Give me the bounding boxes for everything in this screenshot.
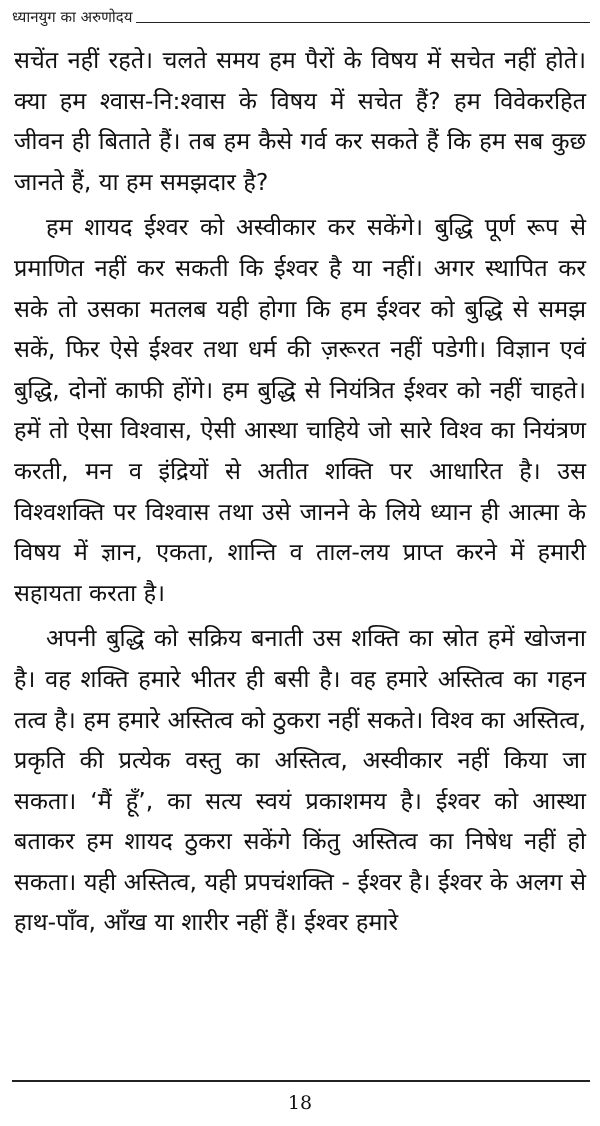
paragraph-1: सचेंत नहीं रहते। चलते समय हम पैरों के विषय में सचेत नहीं होते। क्या हम श्वास-नि:श्वास के विषय में सचेत हैं? हम विवेकरहित जीवन ही बिताते हैं। तब हम कैसे गर्व कर सकते हैं कि हम सब कुछ जानते हैं, या हम समझदार है?	[14, 46, 586, 196]
running-title: ध्यानयुग का अरुणोदय	[12, 8, 133, 26]
paragraph-3: अपनी बुद्धि को सक्रिय बनाती उस शक्ति का स्रोत हमें खोजना है। वह शक्ति हमारे भीतर ही बसी है। वह हमारे अस्तित्व का गहन तत्व है। हम हमारे अस्तित्व को ठुकरा नहीं सकते। विश्व का अस्तित्व, प्रकृति की प्रत्येक वस्तु का अस्तित्व, अस्वीकार नहीं किया जा सकता। ‘मैं हूँ’, का सत्य स्वयं प्रकाशमय है। ईश्वर को आस्था बताकर हम शायद ठुकरा सकेंगे किंतु अस्तित्व का निषेध नहीं हो सकता। यही अस्तित्व, यही प्रपचंशक्ति - ईश्वर है। ईश्वर के अलग से हाथ-पाँव, आँख या शारीर नहीं हैं। ईश्वर हमारे	[14, 624, 586, 937]
page-body	[14, 40, 586, 948]
paragraph-2: हम शायद ईश्वर को अस्वीकार कर सकेंगे। बुद्धि पूर्ण रूप से प्रमाणित नहीं कर सकती कि ईश्वर है या नहीं। अगर स्थापित कर सके तो उसका मतलब यही होगा कि हम ईश्वर को बुद्धि से समझ सकें, फिर ऐसे ईश्वर तथा धर्म की ज़रूरत नहीं पडेगी। विज्ञान एवं बुद्धि, दोनों काफी होंगे। हम बुद्धि से नियंत्रित ईश्वर को नहीं चाहते। हमें तो ऐसा विश्वास, ऐसी आस्था चाहिये जो सारे विश्व का नियंत्रण करती, मन व इंद्रियों से अतीत शक्ति पर आधारित है। उस विश्वशक्ति पर विश्वास तथा उसे जानने के लिये ध्यान ही आत्मा के विषय में ज्ञान, एकता, शान्ति व ताल-लय प्राप्त करने में हमारी सहायता करता है।	[14, 213, 586, 607]
header-rule	[136, 22, 590, 23]
footer-rule	[12, 1080, 590, 1082]
page-number: 18	[287, 1092, 313, 1114]
running-header	[12, 4, 590, 26]
